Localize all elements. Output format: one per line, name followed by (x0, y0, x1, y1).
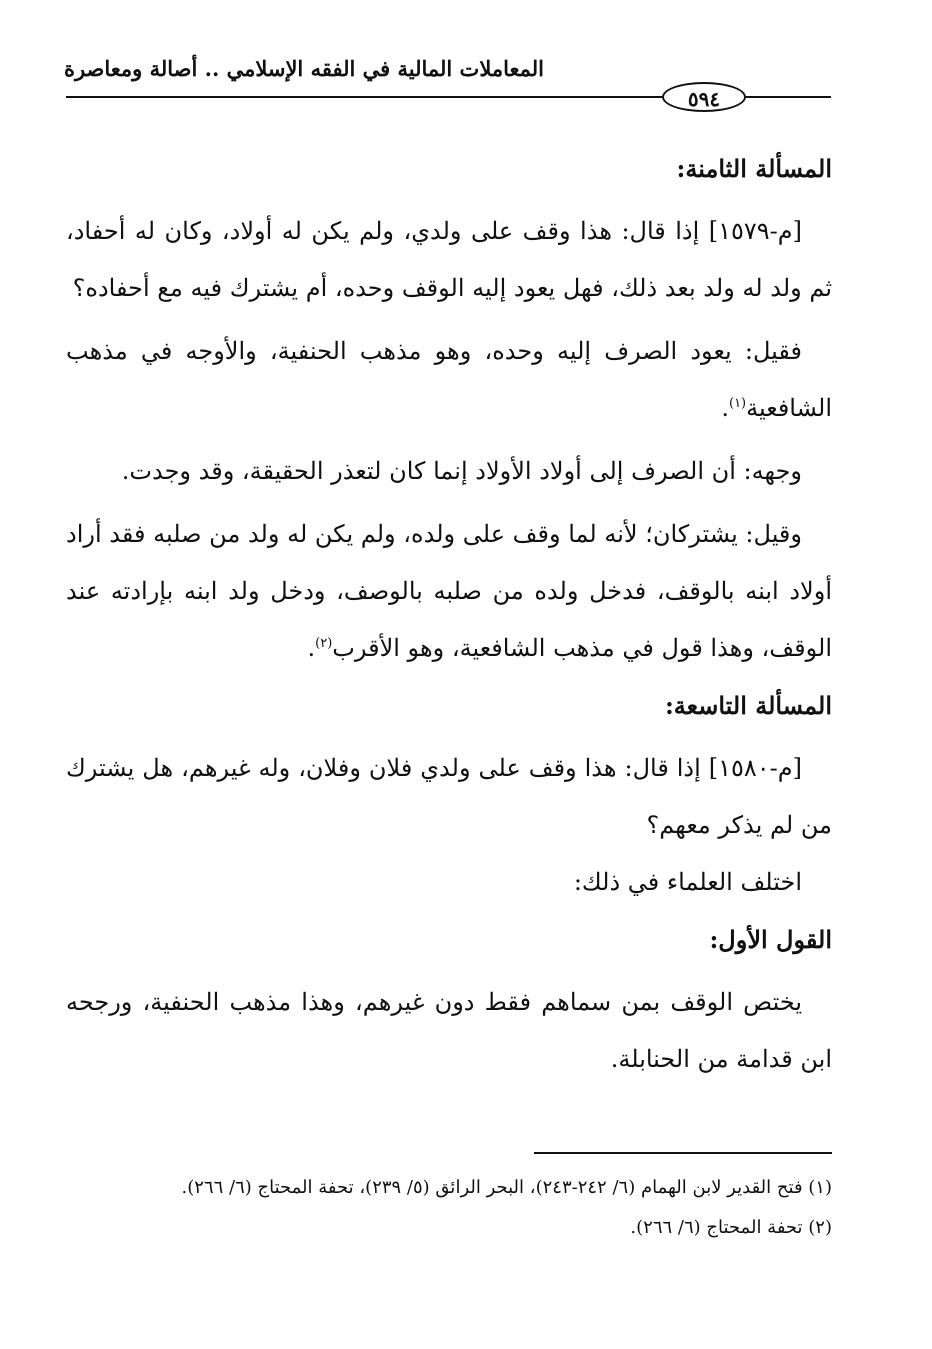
paragraph: [م-١٥٧٩] إذا قال: هذا وقف على ولدي، ولم يكن له أولاد، وكان له أحفاد، ثم ولد له ولد بعد ذلك، فهل يعود إليه الوقف وحده، أم يشترك فيه مع أحفاده؟ (66, 217, 832, 302)
paragraph-end: . (307, 634, 316, 662)
footnote-ref: (١) (728, 396, 747, 411)
section-heading: المسألة التاسعة: (664, 691, 832, 720)
paragraph: اختلف العلماء في ذلك: (573, 868, 802, 896)
subsection-heading: القول الأول: (709, 925, 832, 954)
header-rule (66, 96, 664, 98)
section-heading: المسألة الثامنة: (676, 154, 832, 183)
paragraph: يختص الوقف بمن سماهم فقط دون غيرهم، وهذا مذهب الحنفية، ورجحه ابن قدامة من الحنابلة. (66, 988, 832, 1073)
footnote-separator (534, 1152, 832, 1154)
paragraph-end: . (721, 394, 729, 422)
header-rule (745, 96, 831, 98)
paragraph-text: وقيل: يشتركان؛ لأنه لما وقف على ولده، ولم يكن له ولد من صلبه فقد أراد أولاد ابنه بالوقف، فدخل ولده من صلبه بالوصف، ودخل ولد ابنه بإرادته عند الوقف، وهذا قول في مذهب الشافعية، وهو الأقرب (66, 520, 832, 662)
running-title: المعاملات المالية في الفقه الإسلامي .. أصالة ومعاصرة (63, 56, 544, 81)
paragraph (66, 506, 832, 677)
paragraph-text: فقيل: يعود الصرف إليه وحده، وهو مذهب الحنفية، والأوجه في مذهب الشافعية (66, 337, 832, 422)
footnote: (٢) تحفة المحتاج (٦/ ٢٦٦). (630, 1217, 832, 1238)
footnote: (١) فتح القدير لابن الهمام (٦/ ٢٤٢-٢٤٣)، البحر الرائق (٥/ ٢٣٩)، تحفة المحتاج (٦/ ٢٦٦). (181, 1177, 832, 1198)
footnote-ref: (٢) (315, 636, 333, 651)
paragraph (66, 323, 832, 437)
paragraph: وجهه: أن الصرف إلى أولاد الأولاد إنما كان لتعذر الحقيقة، وقد وجدت. (121, 457, 802, 485)
main-text (66, 140, 832, 1088)
page-number: ٥٩٤ (662, 82, 746, 112)
footnotes (66, 1168, 832, 1248)
paragraph: [م-١٥٨٠] إذا قال: هذا وقف على ولدي فلان وفلان، وله غيرهم، هل يشترك من لم يذكر معهم؟ (66, 754, 832, 839)
